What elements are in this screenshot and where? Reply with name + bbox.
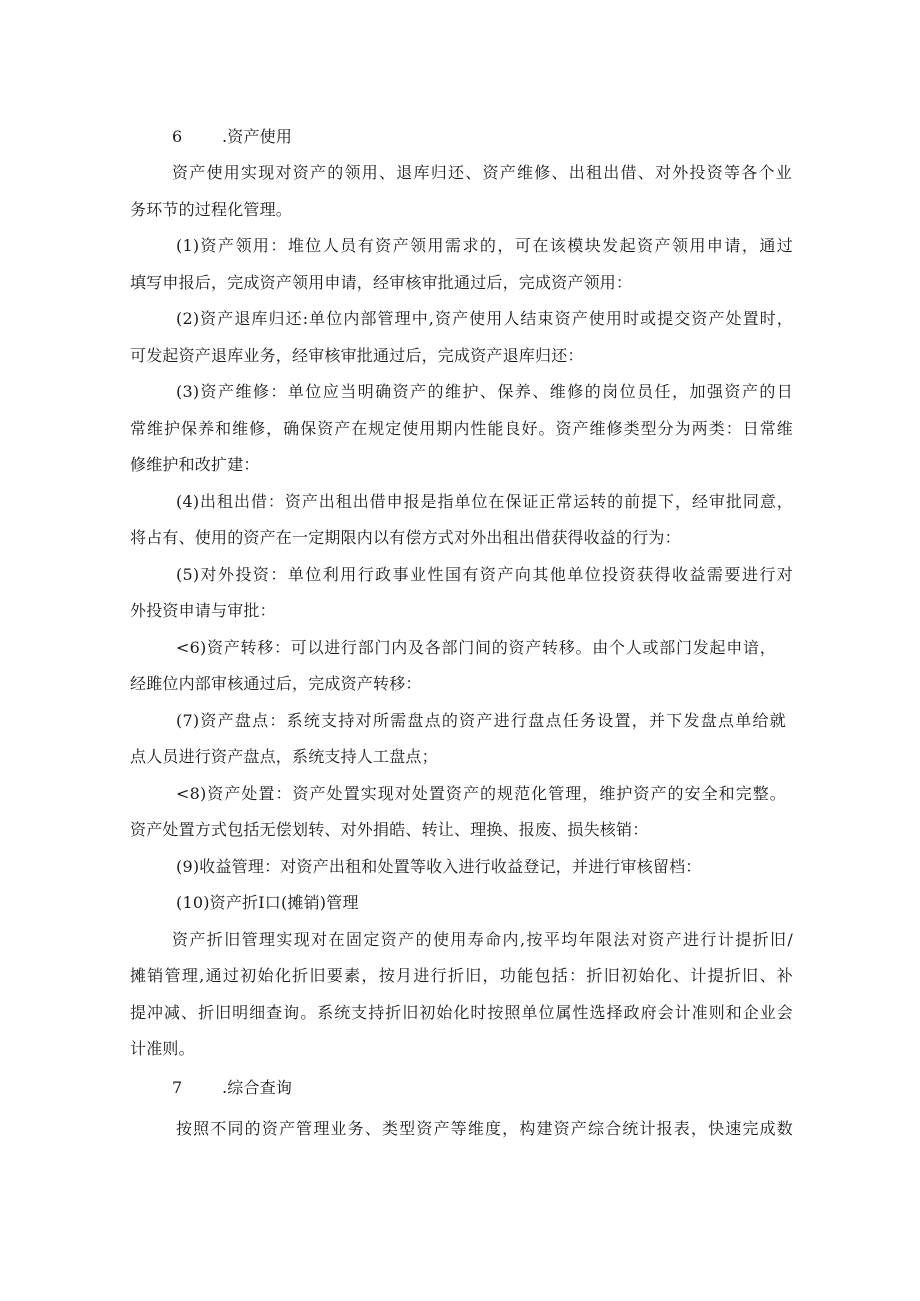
item-5-line-1: (5)对外投资：单位利用行政事业性国有资产向其他单位投资获得收益需要进行对 bbox=[176, 565, 793, 584]
section-6-intro-line-1: 资产使用实现对资产的领用、退库归还、资产维修、出租出借、对外投资等各个业 bbox=[172, 163, 792, 182]
item-6-line-2: 经雎位内部审核通过后，完成资产转移： bbox=[130, 674, 422, 693]
depreciation-line-3: 提冲减、折旧明细查询。系统支持折旧初始化时按照单位属性选择政府会计准则和企业会 bbox=[130, 1003, 793, 1022]
section-6-heading bbox=[172, 127, 292, 147]
item-5-line-2: 外投资申请与审批： bbox=[130, 601, 276, 620]
section-6-number: 6 bbox=[172, 127, 183, 146]
section-6-title: .资产使用 bbox=[222, 127, 293, 146]
item-7-line-1: (7)资产盘点：系统支持对所需盘点的资产进行盘点任务设置，并下发盘点单给就 bbox=[176, 711, 786, 730]
item-1-line-1: (1)资产领用：堆位人员有资产领用需求的，可在该模块发起资产领用申请，通过 bbox=[176, 236, 793, 255]
depreciation-line-1: 资产折旧管理实现对在固定资产的使用寿命内,按平均年限法对资产进行计提折旧/ bbox=[172, 930, 793, 949]
item-1-line-2: 填写申报后，完成资产领用申请，经审核审批通过后，完成资产领用： bbox=[130, 273, 633, 292]
section-7-heading bbox=[172, 1078, 292, 1098]
item-4-line-1: (4)出租出借：资产出租出借申报是指单位在保证正常运转的前提下，经审批同意， bbox=[176, 492, 793, 511]
depreciation-line-4: 计准则。 bbox=[130, 1039, 195, 1058]
item-7-line-2: 点人员进行资产盘点，系统支持人工盘点； bbox=[130, 747, 438, 766]
item-2-line-2: 可发起资产退库业务，经审核审批通过后，完成资产退库归还： bbox=[130, 346, 584, 365]
item-4-line-2: 将占有、使用的资产在一定期限内以有偿方式对外出租出借获得收益的行为： bbox=[130, 528, 681, 547]
item-3-line-2: 常维护保养和维修，确保资产在规定使用期内性能良好。资产维修类型分为两类：日常维 bbox=[130, 419, 793, 438]
item-6-line-1: <6)资产转移：可以进行部门内及各部门间的资产转移。由个人或部门发起申谙， bbox=[176, 638, 776, 657]
item-3-line-3: 修维护和改扩建： bbox=[130, 455, 260, 474]
item-9-line-1: (9)收益管理：对资产出租和处置等收入进行收益登记，并进行审核留档： bbox=[176, 857, 702, 876]
item-2-line-1: (2)资产退库归还:单位内部管理中,资产使用人结束资产使用时或提交资产处置时， bbox=[176, 309, 793, 328]
item-8-line-1: <8)资产处置：资产处置实现对处置资产的规范化管理，维护资产的安全和完整。 bbox=[176, 784, 786, 803]
section-7-number: 7 bbox=[172, 1078, 183, 1097]
section-6-intro-line-2: 务环节的过程化管理。 bbox=[130, 200, 293, 219]
depreciation-line-2: 摊销管理,通过初始化折旧要素，按月进行折旧，功能包括：折旧初始化、计提折旧、补 bbox=[130, 966, 793, 985]
section-7-intro-line-1: 按照不同的资产管理业务、类型资产等维度，构建资产综合统计报表，快速完成数 bbox=[176, 1119, 793, 1138]
item-8-line-2: 资产处置方式包括无偿划转、对外捐皓、转让、理换、报废、损失核销： bbox=[130, 820, 649, 839]
section-7-title: .综合查询 bbox=[222, 1078, 293, 1097]
item-10-line-1: (10)资产折I口(摊销)管理 bbox=[176, 893, 359, 912]
item-3-line-1: (3)资产维修：单位应当明确资产的维护、保养、维修的岗位员任，加强资产的日 bbox=[176, 382, 793, 401]
